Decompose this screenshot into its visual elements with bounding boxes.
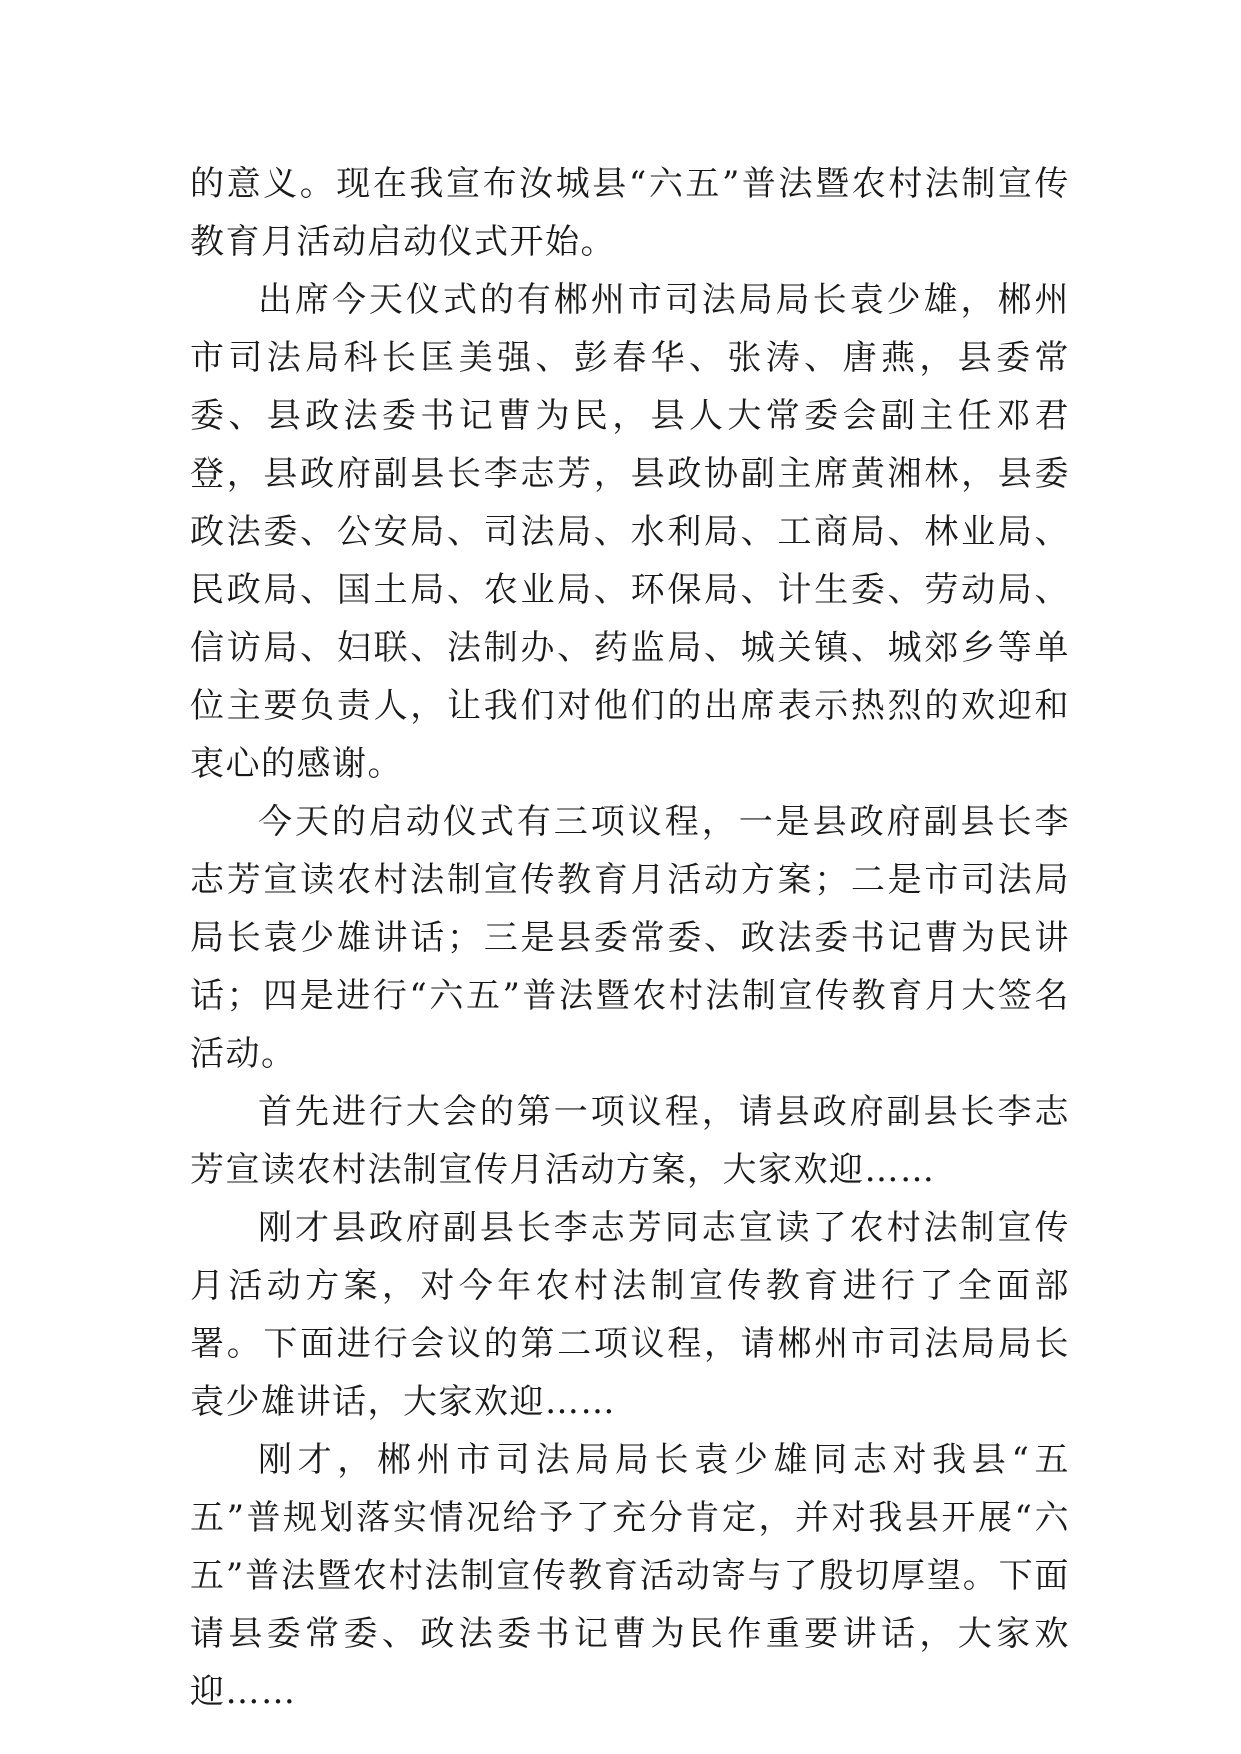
paragraph-agenda-item-1: 首先进行大会的第一项议程，请县政府副县长李志芳宣读农村法制宣传月活动方案，大家欢迎…… (190, 1092, 1070, 1190)
document-body (190, 155, 1070, 1721)
paragraph-attendees: 出席今天仪式的有郴州市司法局局长袁少雄，郴州市司法局科长匡美强、彭春华、张涛、唐燕，县委常委、县政法委书记曹为民，县人大常委会副主任邓君登，县政府副县长李志芳，县政协副主席黄湘林，县委政法委、公安局、司法局、水利局、工商局、林业局、民政局、国土局、农业局、环保局、计生委、劳动局、信访局、妇联、法制办、药监局、城关镇、城郊乡等单位主要负责人，让我们对他们的出席表示热烈的欢迎和衷心的感谢。 (190, 280, 1070, 784)
paragraph-agenda-item-2: 刚才县政府副县长李志芳同志宣读了农村法制宣传月活动方案，对今年农村法制宣传教育进行了全面部署。下面进行会议的第二项议程，请郴州市司法局局长袁少雄讲话，大家欢迎…… (190, 1208, 1070, 1422)
paragraph-continuation: 的意义。现在我宣布汝城县“六五”普法暨农村法制宣传教育月活动启动仪式开始。 (190, 164, 1070, 262)
paragraph-agenda-item-3: 刚才，郴州市司法局局长袁少雄同志对我县“五五”普规划落实情况给予了充分肯定，并对我县开展“六五”普法暨农村法制宣传教育活动寄与了殷切厚望。下面请县委常委、政法委书记曹为民作重要讲话，大家欢迎…… (190, 1440, 1070, 1712)
paragraph-agenda: 今天的启动仪式有三项议程，一是县政府副县长李志芳宣读农村法制宣传教育月活动方案；二是市司法局局长袁少雄讲话；三是县委常委、政法委书记曹为民讲话；四是进行“六五”普法暨农村法制宣传教育月大签名活动。 (190, 802, 1070, 1074)
